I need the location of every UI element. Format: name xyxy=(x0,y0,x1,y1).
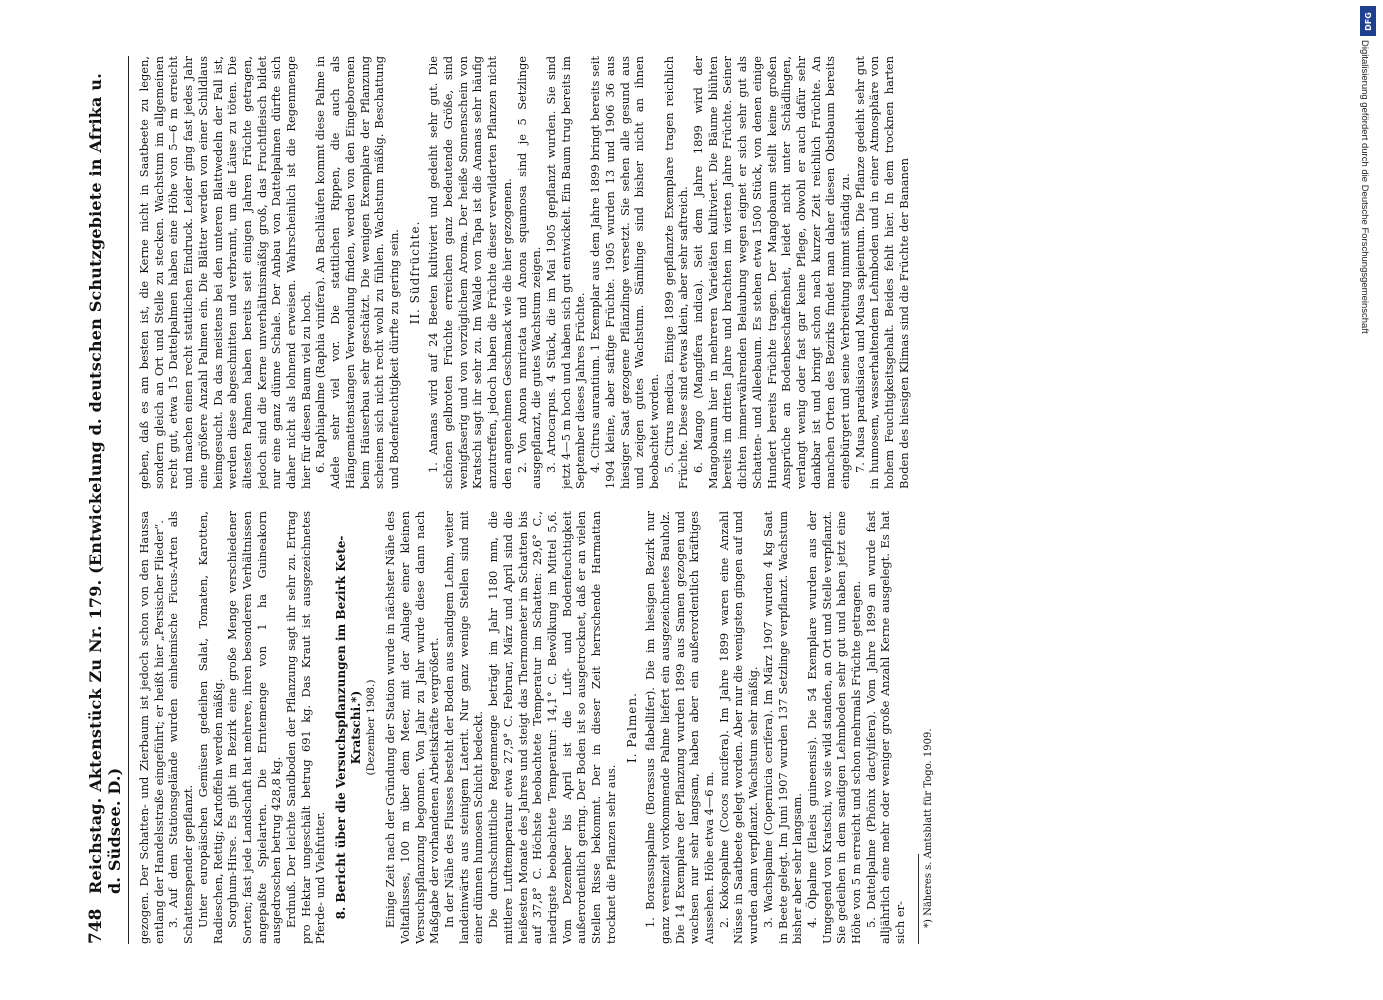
subsection-heading: I. Palmen. xyxy=(624,692,639,763)
paragraph: In der Nähe des Flusses besteht der Boden aus sandigem Lehm, weiter landeinwärts aus steinigem Laterit. Nur ganz wenige Stellen sind mit einer dünnen humosen Schicht bedeckt. xyxy=(442,511,486,944)
paragraph: 3. Artocarpus. 4 Stück, die im Mai 1905 gepflanzt wurden. Sie sind jetzt 4—5 m hoch und haben sich gut entwickelt. Ein Baum trug bereits im September dieses Jahres Früchte. xyxy=(543,56,588,489)
page-number: 748 xyxy=(86,908,106,944)
digitization-note: Digitalisierung gefördert durch die Deutsche Forschungsgemeinschaft xyxy=(1359,40,1370,334)
paragraph: 6. Raphiapalme (Raphia vinifera). An Bachläufen kommt diese Palme in Adele sehr viel vor. Die stattlichen Rippen, die auch als Hängemattenstangen Verwendung finden, werden von den Eingeborenen beim Häuserbau sehr geschätzt. Die wenigen Exemplare der Pflanzung scheinen sich nicht recht wohl zu fühlen. Wachstum mäßig. Beschattung und Bodenfeuchtigkeit dürfte zu gering sein. xyxy=(313,56,401,489)
paragraph: Unter europäischen Gemüsen gedeihen Salat, Tomaten, Karotten, Radieschen, Rettig; Kartoffeln werden mäßig. xyxy=(195,511,225,944)
subsection-heading: II. Südfrüchte. xyxy=(407,220,422,325)
dfg-logo xyxy=(1360,6,1376,36)
section-title: 8. Bericht über die Versuchspflanzungen im Bezirk Kete-Kratschi.*) xyxy=(334,535,363,920)
paragraph: Die durchschnittliche Regenmenge beträgt im Jahr 1180 mm, die mittlere Lufttemperatur etwa 27,9° C. Februar, März und April sind die heißesten Monate des Jahres und steigt das Thermometer im Schatten bis auf 37,8° C. Höchste beobachtete Temperatur im Schatten: 29,6° C., niedrigste beobachtete Temperatur: 14,1° C. Bewölkung im Mittel 5,6. Vom Dezember bis April ist die Luft- und Bodenfeuchtigkeit außerordentlich gering. Der Boden ist so ausgetrocknet, daß er an vielen Stellen Risse bekommt. Der in dieser Zeit herrschende Harmattan trocknet die Pflanzen sehr aus. xyxy=(486,511,618,944)
text-columns xyxy=(137,56,1307,944)
paragraph: 5. Dattelpalme (Phönix dactylifera). Vom Jahre 1899 an wurde fast alljährlich eine mehr oder weniger große Anzahl Kerne ausgelegt. Es hat sich er- xyxy=(863,511,908,944)
paragraph: 2. Von Anona muricata und Anona squamosa sind je 5 Setzlinge ausgepflanzt, die gutes Wachstum zeigen. xyxy=(514,56,544,489)
section-date: (Dezember 1908.) xyxy=(364,679,377,776)
paragraph: geben, daß es am besten ist, die Kerne nicht in Saatbeete zu legen, sondern gleich an Ort und Stelle zu stecken. Wachstum im allgemeinen recht gut, etwa 15 Dattelpalmen haben eine Höhe von 5—6 m erreicht und machen einen recht stattlichen Eindruck. Leider ging fast jedes Jahr eine größere Anzahl Palmen ein. Die Blätter werden von einer Schildlaus heimgesucht. Da das meistens bei den unteren Blattwedeln der Fall ist, werden diese abgeschnitten und verbrannt, um die Läuse zu töten. Die ältesten Palmen haben bereits seit einigen Jahren Früchte getragen, jedoch sind die Kerne unverhältnismäßig groß, das Fruchtfleisch bildet nur eine ganz dünne Schale. Der Anbau von Dattelpalmen dürfte sich daher nicht als lohnend erweisen. Wahrscheinlich ist die Regenmenge hier für diesen Baum viel zu hoch. xyxy=(137,56,313,489)
footnote-divider xyxy=(918,854,919,944)
paragraph: 7. Musa paradisiaca und Musa sapientum. Die Pflanze gedeiht sehr gut in humosem, wasserhaltendem Lehmboden und in einer Atmosphäre von hohem Feuchtigkeitsgehalt. Beides fehlt hier. In dem trocknen harten Boden des hiesigen Klimas sind die Früchte der Bananen xyxy=(852,56,911,489)
paragraph: Sorghum-Hirse. Es gibt im Bezirk eine große Menge verschiedener Sorten; fast jede Landschaft hat mehrere, ihren besonderen Verhältnissen angepaßte Spielarten. Die Erntemenge von 1 ha Guineakorn ausgedroschen betrug 428,8 kg. xyxy=(225,511,284,944)
right-column xyxy=(137,56,1307,489)
paragraph: 6. Mango (Mangifera indica). Seit dem Jahre 1899 wird der Mangobaum hier in mehreren Varietäten kultiviert. Die Bäume blühten bereits im dritten Jahre und brachten im vierten Jahre Früchte. Seiner dichten immerwährenden Belaubung wegen eignet er sich sehr gut als Schatten- und Alleebaum. Es stehen etwa 1500 Stück, von denen einige Hundert bereits Früchte tragen. Der Mangobaum stellt keine großen Ansprüche an Bodenbeschaffenheit, leidet nicht unter Schädlingen, verlangt wenig oder fast gar keine Pflege, obwohl er auch dafür sehr dankbar ist und bringt schon nach kurzer Zeit reichlich Früchte. An manchen Orten des Bezirks findet man daher diesen Obstbaum bereits eingebürgert und seine Verbreitung nimmt ständig zu. xyxy=(691,56,853,489)
paragraph: 4. Ölpalme (Elaeis guineensis). Die 54 Exemplare wurden aus der Umgegend von Kratschi, wo sie wild standen, an Ort und Stelle verpflanzt. Sie gedeihen in dem sandigen Lehmboden sehr gut und haben jetzt eine Höhe von 5 m erreicht und schon mehrmals Früchte getragen. xyxy=(804,511,864,944)
paragraph: 5. Citrus medica. Einige 1899 gepflanzte Exemplare tragen reichlich Früchte. Diese sind etwas klein, aber sehr saftreich. xyxy=(661,56,691,489)
footnote: *) Näheres s. Amtsblatt für Togo. 1909. xyxy=(922,728,934,928)
paragraph: gezogen. Der Schatten- und Zierbaum ist jedoch schon von den Haussa entlang der Handelsstraße eingeführt; er heißt hier „Persischer Flieder“. xyxy=(137,511,166,944)
scanned-page xyxy=(72,30,1372,970)
paragraph: Erdnuß. Der leichte Sandboden der Pflanzung sagt ihr sehr zu. Ertrag pro Hektar ungeschält betrug 691 kg. Das Kraut ist ausgezeichnetes Pferde- und Viehfutter. xyxy=(284,511,328,944)
running-head: Reichstag. Aktenstück Zu Nr. 179. (Entwickelung d. deutschen Schutzgebiete in Afrika u. d. Südsee. D.) xyxy=(86,73,124,894)
paragraph: 2. Kokospalme (Cocos nucifera). Im Jahre 1899 waren eine Anzahl Nüsse in Saatbeete gelegt worden. Aber nur die wenigsten gingen auf und wurden dann verpflanzt. Wachstum sehr mäßig. xyxy=(716,511,761,944)
paragraph: 3. Wachspalme (Copernicia cerifera). Im März 1907 wurden 4 kg Saat in Beete gelegt. Im Juni 1907 wurden 137 Setzlinge verpflanzt. Wachstum bisher aber sehr langsam. xyxy=(760,511,805,944)
paragraph: 3. Auf dem Stationsgelände wurden einheimische Ficus-Arten als Schattenspender gepflanzt. xyxy=(166,511,196,944)
paragraph: 1. Borassuspalme (Borassus flabellifer). Die im hiesigen Bezirk nur ganz vereinzelt vorkommende Palme liefert ein ausgezeichnetes Bauholz. Die 14 Exemplare der Pflanzung wurden 1899 aus Samen gezogen und wachsen nur sehr langsam, haben aber ein außerordentlich kräftiges Aussehen. Höhe etwa 4—6 m. xyxy=(643,511,717,944)
paragraph: 1. Ananas wird auf 24 Beeten kultiviert und gedeiht sehr gut. Die schönen gelbroten Früchte erreichen ganz bedeutende Größe, sind wenigfaserig und von vorzüglichem Aroma. Der heiße Sonnenschein von Kratschi sagt ihr sehr zu. Im Walde von Tapa ist die Ananas sehr häufig anzutreffen, jedoch haben die Früchte dieser verwilderten Pflanzen nicht den angenehmen Geschmack wie die hier gezogenen. xyxy=(426,56,514,489)
paragraph: Einige Zeit nach der Gründung der Station wurde in nächster Nähe des Voltaflusses, 100 m über dem Meer, mit der Anlage einer kleinen Versuchspflanzung begonnen. Von Jahr zu Jahr wurde diese dann nach Maßgabe der vorhandenen Arbeitskräfte vergrößert. xyxy=(383,511,442,944)
page-header xyxy=(86,56,129,944)
paragraph: 4. Citrus aurantium. 1 Exemplar aus dem Jahre 1899 bringt bereits seit 1904 kleine, aber saftige Früchte. 1905 wurden 13 und 1906 36 aus hiesiger Saat gezogene Pflänzlinge versetzt. Sie sehen alle gesund aus und zeigen gutes Wachstum. Sämlinge sind bisher nicht an ihnen beobachtet worden. xyxy=(588,56,661,489)
dfg-logo-text: DFG xyxy=(1363,11,1373,31)
left-column xyxy=(137,511,1307,944)
